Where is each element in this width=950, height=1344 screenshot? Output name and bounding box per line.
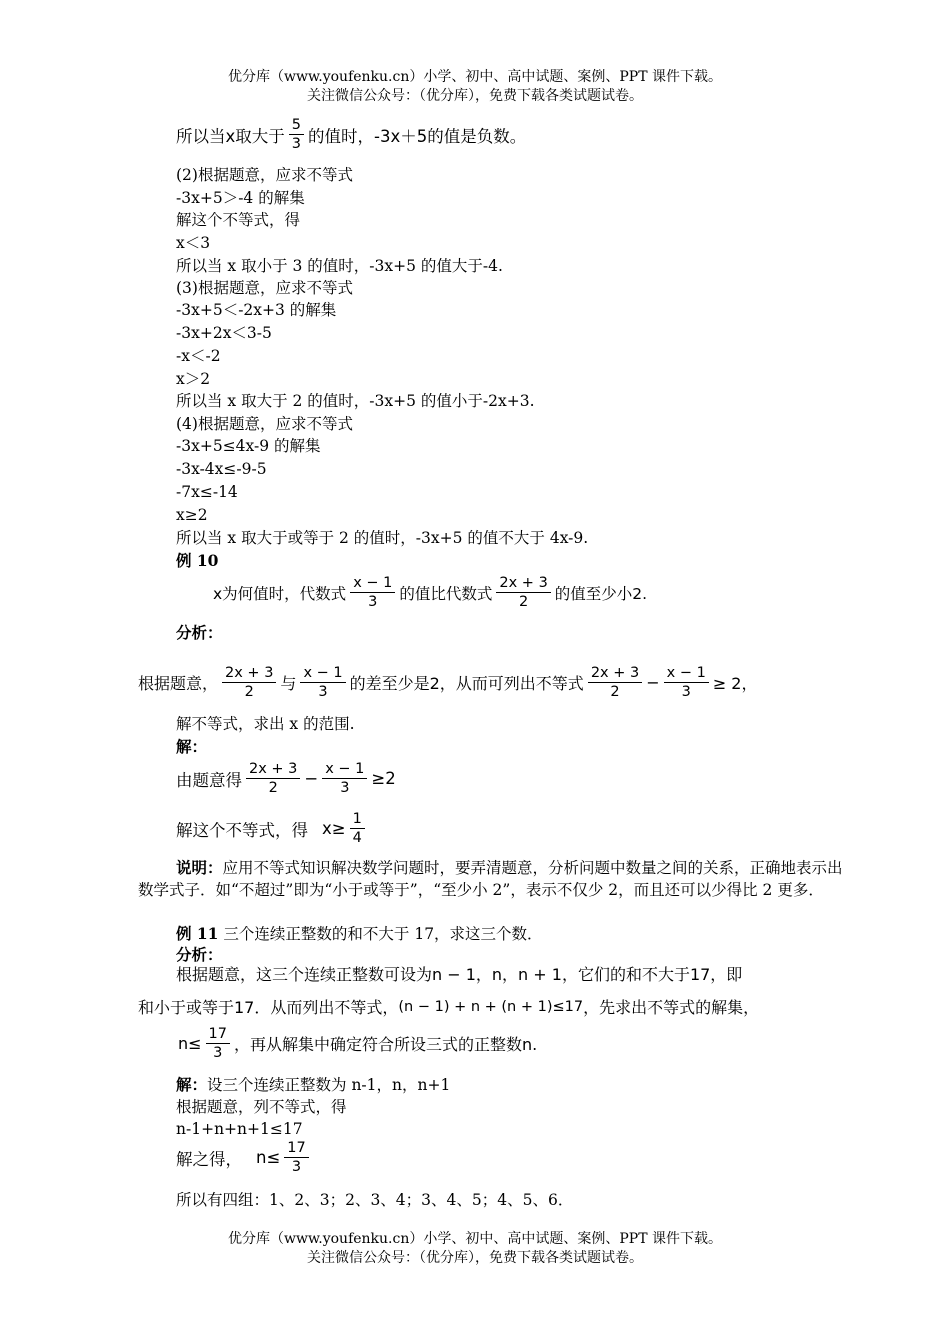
text-line: n-1+n+n+1≤17 bbox=[176, 1120, 303, 1138]
s-pre: 解之得， bbox=[176, 1149, 242, 1169]
solution-label-10: 解： bbox=[176, 737, 208, 756]
q-pre: x为何值时，代数式 bbox=[213, 584, 347, 603]
a2-expr: (n − 1) + n + (n + 1)≤17 bbox=[398, 998, 584, 1015]
fraction: $\frac{1}{4}$ bbox=[350, 810, 365, 847]
text-line: -7x≤-14 bbox=[176, 483, 238, 501]
fraction: $\frac{2x + 3}{2}$ bbox=[222, 664, 276, 701]
conclusion-line: 所以有四组：1、2、3；2、3、4；3、4、5；4、5、6． bbox=[176, 1191, 574, 1209]
solution-11-text: 设三个连续正整数为 n-1，n，n+1 bbox=[207, 1076, 451, 1094]
top-post: 的值时，-3x＋5的值是负数。 bbox=[308, 126, 527, 146]
example-10-title: 例 10 bbox=[176, 551, 219, 570]
example-10-question bbox=[213, 574, 647, 611]
text-line: 根据题意，列不等式，得 bbox=[176, 1098, 347, 1116]
solution-11-result bbox=[176, 1139, 313, 1176]
example-10-analysis bbox=[138, 664, 758, 701]
a3-pre: n≤ bbox=[178, 1034, 202, 1053]
note-label: 说明： bbox=[176, 858, 223, 877]
solution-11-line bbox=[176, 1075, 450, 1095]
a-and: 与 bbox=[280, 674, 297, 693]
minus-sign: − bbox=[646, 673, 660, 692]
solution-10-line-1 bbox=[176, 760, 396, 797]
text-line: -3x-4x≤-9-5 bbox=[176, 460, 267, 478]
analysis-label-11: 分析： bbox=[176, 945, 223, 964]
fraction: $\frac{x - 1}{3}$ bbox=[300, 664, 345, 701]
note-text: 应用不等式知识解决数学问题时，要弄清题意，分析问题中数量之间的关系，正确地表示出数学式子．如“不超过”即为“小于或等于”，“至少小 2”，表示不仅少 2，而且还可以少得比 2 更多． bbox=[138, 859, 843, 899]
top-pre: 所以当x取大于 bbox=[176, 126, 285, 146]
q-post: 的值至少小2. bbox=[554, 584, 648, 603]
text-line: x＞2 bbox=[176, 370, 211, 388]
text-line: 所以当 x 取大于 2 的值时，-3x+5 的值小于-2x+3. bbox=[176, 392, 535, 410]
analysis-11-line-1: 根据题意，这三个连续正整数可设为n − 1，n，n + 1，它们的和不大于17，即 bbox=[176, 965, 743, 984]
a-pre: 根据题意， bbox=[138, 674, 219, 693]
fraction: $\frac{2x + 3}{2}$ bbox=[588, 664, 642, 701]
a-post: ≥ 2， bbox=[712, 674, 758, 693]
fraction: $\frac{x - 1}{3}$ bbox=[350, 574, 395, 611]
text-line: 解不等式，求出 x 的范围. bbox=[176, 715, 355, 733]
text-line: -3x+5＜-2x+3 的解集 bbox=[176, 301, 337, 319]
page-header bbox=[0, 68, 950, 106]
text-line: (3)根据题意，应求不等式 bbox=[176, 279, 353, 297]
header-line-2: 关注微信公众号：（优分库），免费下载各类试题试卷。 bbox=[307, 88, 643, 104]
footer-line-2: 关注微信公众号：（优分库），免费下载各类试题试卷。 bbox=[307, 1250, 643, 1266]
s1-post: ≥2 bbox=[371, 769, 396, 788]
s-n: n≤ bbox=[256, 1148, 281, 1167]
q-mid: 的值比代数式 bbox=[399, 584, 493, 603]
text-line: x＜3 bbox=[176, 234, 211, 252]
text-line: (4)根据题意，应求不等式 bbox=[176, 415, 353, 433]
text-line: -x＜-2 bbox=[176, 347, 221, 365]
fraction: $\frac{2x + 3}{2}$ bbox=[496, 574, 550, 611]
fraction: $\frac{x - 1}{3}$ bbox=[322, 760, 367, 797]
fraction: $\frac{17}{3}$ bbox=[206, 1025, 230, 1062]
fraction: $\frac{17}{3}$ bbox=[284, 1139, 308, 1176]
footer-line-1: 优分库（www.youfenku.cn）小学、初中、高中试题、案例、PPT 课件下载。 bbox=[227, 1231, 722, 1247]
solution-10-line-2 bbox=[176, 810, 369, 847]
page-footer bbox=[0, 1230, 950, 1268]
fraction-5-3: $\frac{5}{3}$ bbox=[289, 116, 304, 153]
text-line: (2)根据题意，应求不等式 bbox=[176, 166, 353, 184]
example-11-question: 三个连续正整数的和不大于 17，求这三个数． bbox=[223, 925, 543, 943]
note-paragraph bbox=[138, 857, 848, 901]
analysis-label-10: 分析： bbox=[176, 623, 223, 642]
s2-x: x≥ bbox=[322, 819, 346, 838]
example-11-title: 例 11 bbox=[176, 924, 219, 943]
fraction: $\frac{x - 1}{3}$ bbox=[664, 664, 709, 701]
text-line: x≥2 bbox=[176, 506, 208, 524]
analysis-11-line-2 bbox=[138, 995, 759, 1018]
a2-pre: 和小于或等于17．从而列出不等式， bbox=[138, 998, 399, 1017]
minus-sign: − bbox=[304, 769, 319, 788]
a3-post: ，再从解集中确定符合所设三式的正整数n. bbox=[234, 1035, 538, 1054]
text-line: 所以当 x 取大于或等于 2 的值时，-3x+5 的值不大于 4x-9. bbox=[176, 529, 589, 547]
header-line-1: 优分库（www.youfenku.cn）小学、初中、高中试题、案例、PPT 课件下载。 bbox=[227, 69, 722, 85]
fraction: $\frac{2x + 3}{2}$ bbox=[246, 760, 300, 797]
text-line: -3x+2x＜3-5 bbox=[176, 324, 272, 342]
solution-label-11: 解： bbox=[176, 1075, 208, 1094]
text-line: -3x+5＞-4 的解集 bbox=[176, 189, 305, 207]
example-11-title-line bbox=[176, 924, 543, 944]
text-line: -3x+5≤4x-9 的解集 bbox=[176, 437, 321, 455]
s1-pre: 由题意得 bbox=[176, 770, 242, 790]
s2-pre: 解这个不等式，得 bbox=[176, 820, 308, 840]
a-mid: 的差至少是2，从而可列出不等式 bbox=[349, 674, 584, 693]
a2-post: ，先求出不等式的解集， bbox=[583, 998, 760, 1017]
text-line: 所以当 x 取小于 3 的值时，-3x+5 的值大于-4. bbox=[176, 257, 503, 275]
text-line: 解这个不等式，得 bbox=[176, 211, 301, 229]
analysis-11-line-3 bbox=[178, 1025, 537, 1062]
top-formula-line bbox=[176, 116, 526, 153]
